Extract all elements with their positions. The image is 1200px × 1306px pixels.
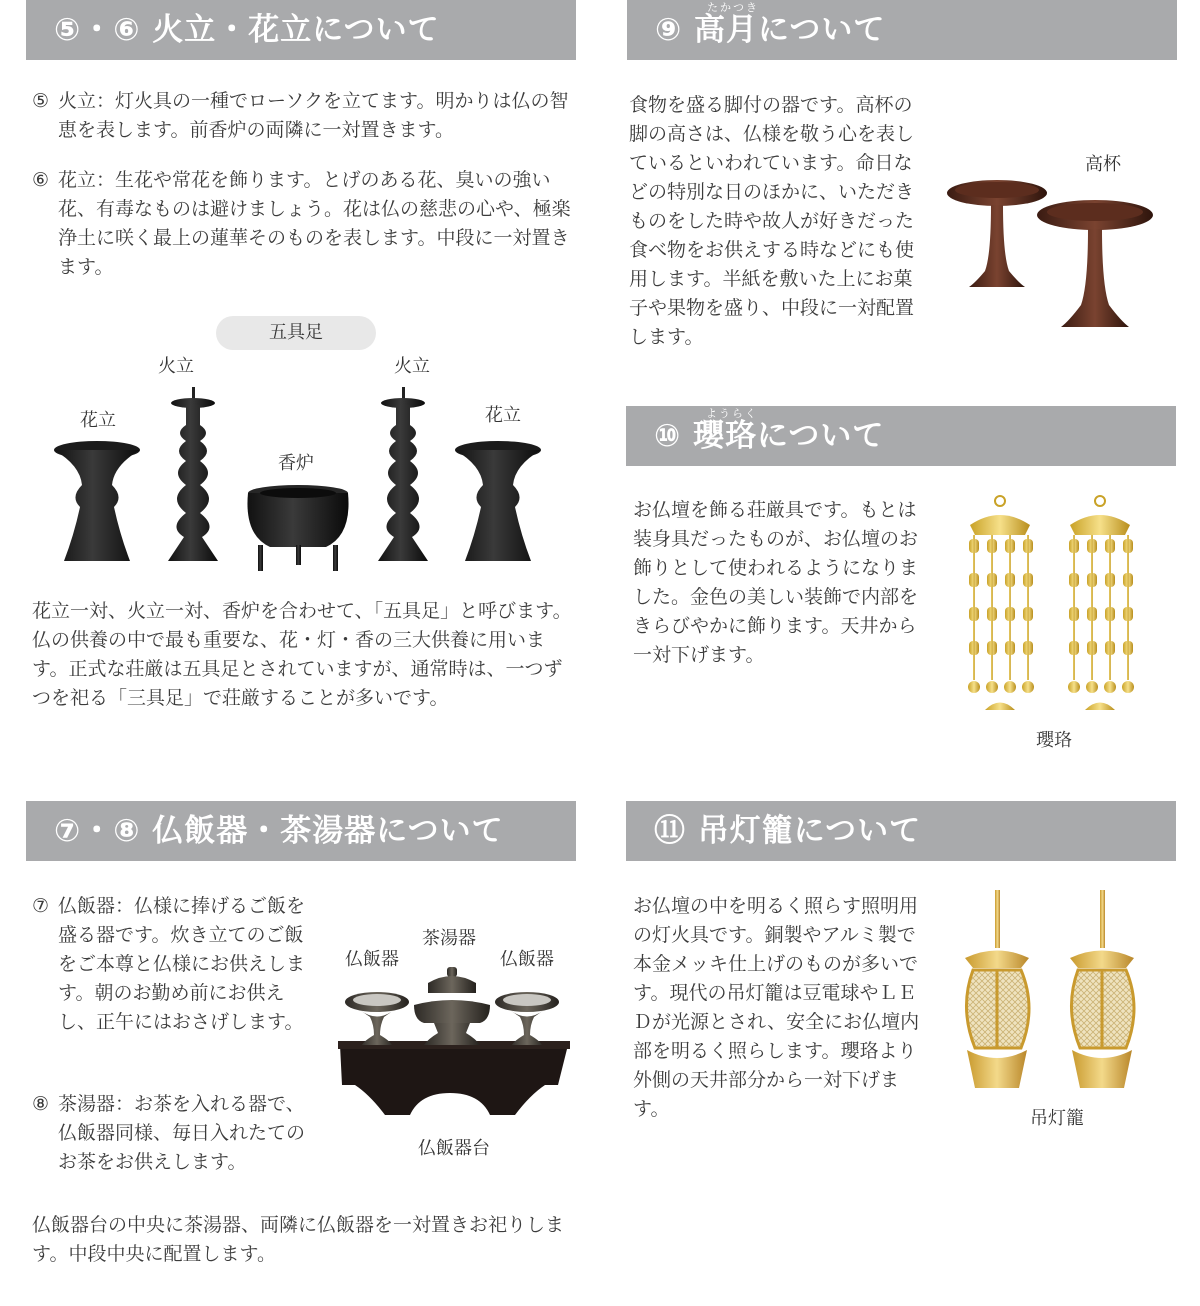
section-title: ⑪ 吊灯籠について: [654, 813, 922, 849]
item-number: ⑤: [32, 90, 50, 112]
item-text: 花立：生花や常花を飾ります。とげのある花、臭いの強い花、有毒なものは避けましょう。花は仏の慈悲の心や、極楽浄土に咲く最上の蓮華そのものを表します。中段に一対置きます。: [58, 169, 571, 278]
hitate-candlestick-left: [168, 387, 218, 561]
buppanki-stand: [338, 1041, 570, 1115]
item-hanatate: [32, 166, 572, 282]
item-number: ⑥: [32, 169, 50, 191]
section-header-hitate-hanatate: [26, 0, 576, 60]
takatsuki-stand-left: [947, 180, 1047, 287]
label-hitate-right: 火立: [394, 356, 430, 377]
item-text: 火立：灯火具の一種でローソクを立てます。明かりは仏の智恵を表します。前香炉の両隣に一対置きます。: [58, 90, 569, 141]
section-title: ⑤・⑥ 火立・花立について: [54, 12, 440, 48]
buppanki-description: 仏飯器台の中央に茶湯器、両隣に仏飯器を一対置きお祀りします。中段中央に配置します。: [32, 1214, 565, 1265]
tsuridourou-illustration: [955, 888, 1165, 1098]
gogusoku-description: 花立一対、火立一対、香炉を合わせて、「五具足」と呼びます。仏の供養の中で最も重要な、花・灯・香の三大供養に用います。正式な荘厳は五具足とされていますが、通常時は、一つずつを祀る「三具足」で荘厳することが多いです。: [32, 600, 572, 709]
gogusoku-pill: 五具足: [216, 316, 376, 350]
item-number: ⑧: [32, 1093, 50, 1115]
hanatate-vase-right: [455, 441, 541, 561]
title-ruby: たかつき: [707, 1, 759, 14]
section-title: ⑨ 高月について: [655, 12, 886, 48]
takatsuki-description: 食物を盛る脚付の器です。高杯の脚の高さは、仏様を敬う心を表しているといわれています。命日などの特別な日のほかに、いただきものをした時や故人が好きだった食べ物をお供えする時などにも使用します。半紙を敷いた上にお菓子や果物を盛り、中段に一対配置します。: [629, 94, 915, 348]
label-takatsuki: 高杯: [1085, 154, 1121, 175]
section-header-youraku: [626, 406, 1176, 466]
label-youraku: 瓔珞: [1036, 730, 1072, 751]
section-title: ⑩ 瓔珞について: [654, 418, 885, 454]
youraku-ornament-right: [1068, 496, 1134, 710]
label-buppanki-left: 仏飯器: [345, 949, 399, 970]
section-header-buppanki-chatoki: [26, 801, 576, 861]
label-tsuridourou: 吊灯籠: [1030, 1108, 1084, 1129]
item-number: ⑦: [32, 895, 50, 917]
item-text: 茶湯器：お茶を入れる器で、仏飯器同様、毎日入れたてのお茶をお供えします。: [58, 1093, 306, 1173]
buppanki-left: [345, 992, 409, 1045]
tsuridourou-lantern-right: [1070, 890, 1134, 1088]
chatoki-tea-cup: [414, 967, 490, 1045]
section-header-tsuridourou: [626, 801, 1176, 861]
youraku-ornament-left: [968, 496, 1034, 710]
label-buppanki-dai: 仏飯器台: [418, 1138, 490, 1159]
label-koro: 香炉: [278, 453, 314, 474]
item-text: 仏飯器：仏様に捧げるご飯を盛る器です。炊き立てのご飯をご本尊と仏様にお供えします。朝のお勤め前にお供えし、正午にはおさげします。: [58, 895, 306, 1033]
section-title: ⑦・⑧ 仏飯器・茶湯器について: [54, 813, 504, 849]
youraku-description: お仏壇を飾る荘厳具です。もとは装身具だったものが、お仏壇のお飾りとして使われるようになりました。金色の美しい装飾で内部をきらびやかに飾ります。天井から一対下げます。: [633, 499, 919, 666]
buppanki-right: [495, 992, 559, 1045]
label-chatoki: 茶湯器: [422, 928, 476, 949]
label-hanatate-left: 花立: [80, 410, 116, 431]
label-hanatate-right: 花立: [485, 405, 521, 426]
gogusoku-illustration: [40, 385, 560, 575]
tsuridourou-lantern-left: [965, 890, 1029, 1088]
item-chatoki: [32, 1090, 322, 1177]
hitate-candlestick-right: [378, 387, 428, 561]
label-hitate-left: 火立: [158, 356, 194, 377]
section-header-takatsuki: [627, 0, 1177, 60]
tsuridourou-description: お仏壇の中を明るく照らす照明用の灯火具です。銅製やアルミ製で本金メッキ仕上げのものが多いです。現代の吊灯籠は豆電球やＬＥＤが光源とされ、安全にお仏壇内部を明るく照らします。瓔珞より外側の天井部分から一対下げます。: [633, 895, 920, 1120]
buppanki-illustration: [330, 965, 575, 1130]
takatsuki-stand-right: [1037, 200, 1153, 327]
koro-incense-burner: [247, 485, 348, 571]
label-buppanki-right: 仏飯器: [500, 949, 554, 970]
takatsuki-illustration: [945, 175, 1160, 335]
item-hitate: [32, 87, 572, 145]
item-buppanki: [32, 892, 314, 1037]
title-ruby: ようらく: [706, 407, 758, 420]
youraku-illustration: [955, 495, 1155, 725]
hanatate-vase-left: [54, 441, 140, 561]
